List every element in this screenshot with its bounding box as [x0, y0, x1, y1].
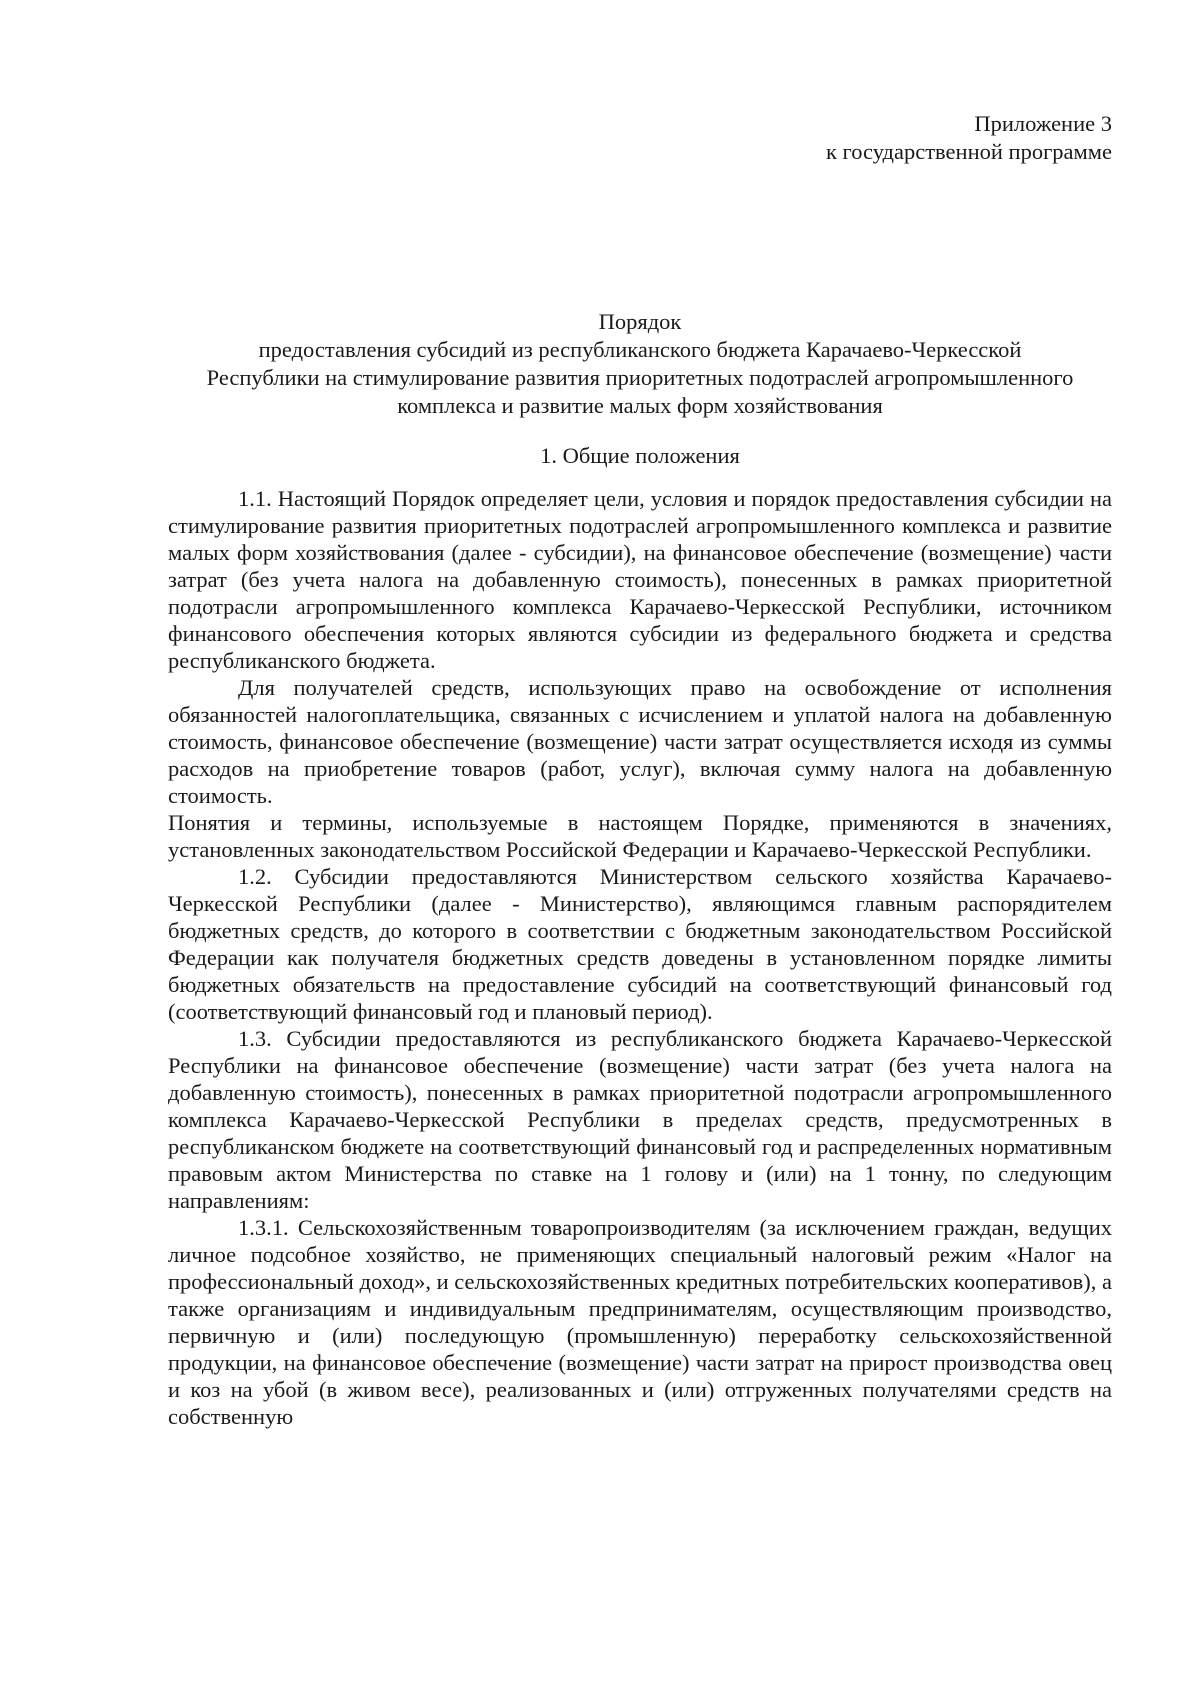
attachment-line-1: Приложение 3	[974, 111, 1112, 136]
title-line-1: предоставления субсидий из республиканского бюджета Карачаево-Черкесской	[258, 337, 1022, 362]
paragraph-1-3-1: 1.3.1. Сельскохозяйственным товаропроизводителям (за исключением граждан, ведущих личное подсобное хозяйство, не применяющих специальный налоговый режим «Налог на профессиональный доход», и сельскохозяйственных кредитных потребительских кооперативов), а также организациям и индивидуальным предпринимателям, осуществляющим производство, первичную и (или) последующую (промышленную) переработку сельскохозяйственной продукции, на финансовое обеспечение (возмещение) части затрат на прирост производства овец и коз на убой (в живом весе), реализованных и (или) отгруженных получателями средств на собственную	[168, 1215, 1112, 1429]
section-body	[168, 485, 1112, 1430]
paragraph-vat-exemption: Для получателей средств, использующих право на освобождение от исполнения обязанностей налогоплательщика, связанных с исчислением и уплатой налога на добавленную стоимость, финансовое обеспечение (возмещение) части затрат осуществляется исходя из суммы расходов на приобретение товаров (работ, услуг), включая сумму налога на добавленную стоимость.	[168, 675, 1112, 808]
document-page	[168, 110, 1112, 1430]
attachment-line-2: к государственной программе	[825, 139, 1112, 164]
paragraph-1-3: 1.3. Субсидии предоставляются из республиканского бюджета Карачаево-Черкесской Республики на финансовое обеспечение (возмещение) части затрат (без учета налога на добавленную стоимость), понесенных в рамках приоритетной подотрасли агропромышленного комплекса Карачаево-Черкесской Республики в пределах средств, предусмотренных в республиканском бюджете на соответствующий финансовый год и распределенных нормативным правовым актом Министерства по ставке на 1 голову и (или) на 1 тонну, по следующим направлениям:	[168, 1026, 1112, 1213]
paragraph-1-2: 1.2. Субсидии предоставляются Министерством сельского хозяйства Карачаево-Черкесской Республики (далее - Министерство), являющимся главным распорядителем бюджетных средств, до которого в соответствии с бюджетным законодательством Российской Федерации как получателя бюджетных средств доведены в установленном порядке лимиты бюджетных обязательств на предоставление субсидий на соответствующий финансовый год (соответствующий финансовый год и плановый период).	[168, 864, 1112, 1024]
section-heading: 1. Общие положения	[540, 443, 740, 468]
attachment-note	[168, 110, 1112, 166]
paragraph-terms: Понятия и термины, используемые в настоящем Порядке, применяются в значениях, установленных законодательством Российской Федерации и Карачаево-Черкесской Республики.	[168, 810, 1112, 862]
title-heading: Порядок	[598, 309, 682, 334]
title-line-2: Республики на стимулирование развития приоритетных подотраслей агропромышленного	[206, 365, 1074, 390]
title-line-3: комплекса и развитие малых форм хозяйствования	[397, 393, 883, 418]
document-title	[168, 308, 1112, 420]
paragraph-1-1: 1.1. Настоящий Порядок определяет цели, условия и порядок предоставления субсидии на стимулирование развития приоритетных подотраслей агропромышленного комплекса и развитие малых форм хозяйствования (далее - субсидии), на финансовое обеспечение (возмещение) части затрат (без учета налога на добавленную стоимость), понесенных в рамках приоритетной подотрасли агропромышленного комплекса Карачаево-Черкесской Республики, источником финансового обеспечения которых являются субсидии из федерального бюджета и средства республиканского бюджета.	[168, 486, 1112, 673]
